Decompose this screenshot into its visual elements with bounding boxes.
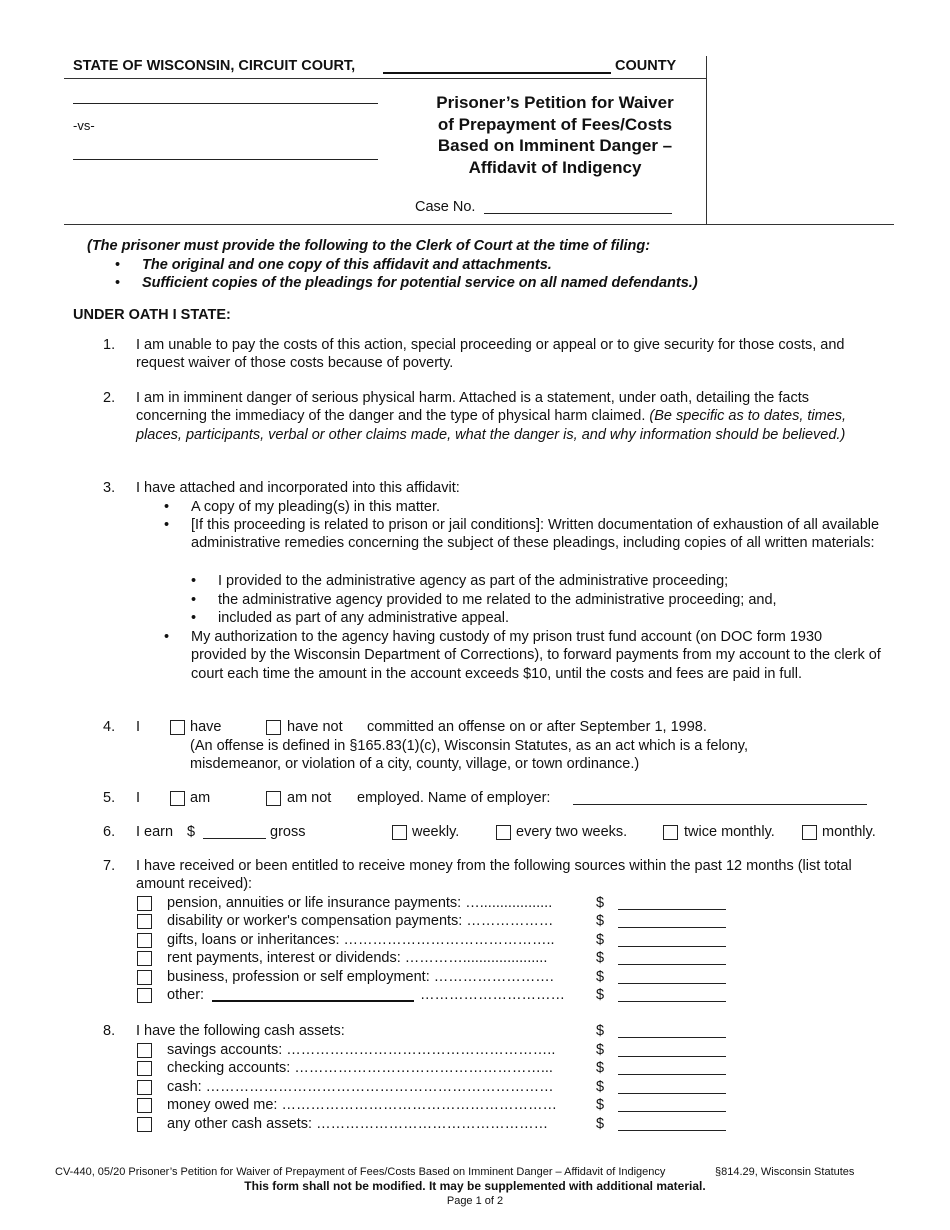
cash-asset-checkbox[interactable] <box>137 1043 152 1058</box>
income-source-label: gifts, loans or inheritances: …………………………………….. <box>167 931 555 948</box>
am-not-checkbox[interactable] <box>266 791 281 806</box>
every-two-weeks-label: every two weeks. <box>516 824 628 840</box>
currency-symbol: $ <box>596 931 605 948</box>
header-divider-bottom <box>64 224 894 225</box>
twice-monthly-checkbox[interactable] <box>663 825 678 840</box>
bullet-icon: • <box>191 610 197 626</box>
income-source-checkbox[interactable] <box>137 896 152 911</box>
income-source-amount-field[interactable] <box>618 933 726 947</box>
bullet-icon: • <box>164 499 170 515</box>
form-id: CV-440, 05/20 Prisoner’s Petition for Waiver of Prepayment of Fees/Costs Based on Imminent Danger – Affidavit of Indigency <box>55 1166 666 1178</box>
page-number: Page 1 of 2 <box>446 1195 504 1207</box>
item-2-guidance: (Be specific as to dates, times, places, participants, verbal or other claims made, what the danger is, and why information should be believed.) <box>136 408 847 443</box>
defendant-field[interactable] <box>73 144 378 160</box>
bullet-icon: • <box>164 517 170 533</box>
currency-symbol: $ <box>596 987 605 1003</box>
item-3-bullet: A copy of my pleading(s) in this matter. <box>191 499 441 515</box>
currency-symbol: $ <box>596 1023 605 1039</box>
monthly-checkbox[interactable] <box>802 825 817 840</box>
bullet-icon: • <box>164 629 170 645</box>
twice-monthly-label: twice monthly. <box>684 824 775 840</box>
item-2-statement: I am in imminent danger of serious physical harm. Attached is a statement, under oath, detailing the facts concerning the immediacy of the danger and the type of physical harm claimed. <box>136 390 809 425</box>
other-income-checkbox[interactable] <box>137 988 152 1003</box>
currency-symbol: $ <box>596 1060 605 1076</box>
item-5-prefix: I <box>136 790 141 806</box>
have-not-label: have not <box>287 719 343 735</box>
cash-asset-checkbox[interactable] <box>137 1098 152 1113</box>
cash-asset-amount-field[interactable] <box>618 1098 726 1112</box>
item-3-subbullet: included as part of any administrative appeal. <box>218 610 509 626</box>
cash-assets-total-field[interactable] <box>618 1024 726 1038</box>
currency-symbol: $ <box>596 950 605 966</box>
currency-symbol: $ <box>596 1115 605 1132</box>
item-number: 8. <box>103 1023 116 1039</box>
form-title <box>400 92 710 178</box>
item-2-text <box>136 389 881 444</box>
item-3-bullet: [If this proceeding is related to prison or jail conditions]: Written documentation of exhaustion of all available administrative remedies concerning the subject of these pleadings, including copies of all written materials: <box>191 517 880 552</box>
income-source-label: disability or worker's compensation payments: ……………… <box>167 913 554 929</box>
vs-label: -vs- <box>73 118 95 133</box>
item-4-text: committed an offense on or after September 1, 1998. <box>367 719 707 735</box>
oath-heading: UNDER OATH I STATE: <box>73 307 231 323</box>
other-income-leader-dots: ………………………… <box>420 987 565 1003</box>
item-3-subbullet: I provided to the administrative agency as part of the administrative proceeding; <box>218 573 729 589</box>
weekly-label: weekly. <box>412 824 460 840</box>
cash-asset-checkbox[interactable] <box>137 1061 152 1076</box>
have-label: have <box>190 719 222 735</box>
case-no-field[interactable] <box>484 198 672 214</box>
currency-symbol: $ <box>187 824 196 840</box>
am-not-label: am not <box>287 790 332 806</box>
cash-asset-amount-field[interactable] <box>618 1043 726 1057</box>
currency-symbol: $ <box>596 968 605 985</box>
am-label: am <box>190 790 211 806</box>
item-5-text: employed. Name of employer: <box>357 790 551 806</box>
weekly-checkbox[interactable] <box>392 825 407 840</box>
income-source-amount-field[interactable] <box>618 896 726 910</box>
other-income-amount-field[interactable] <box>618 988 726 1002</box>
income-source-amount-field[interactable] <box>618 951 726 965</box>
income-source-checkbox[interactable] <box>137 951 152 966</box>
have-checkbox[interactable] <box>170 720 185 735</box>
bullet-icon: • <box>115 257 121 273</box>
item-number: 3. <box>103 480 116 496</box>
income-source-label: business, profession or self employment: ……………………. <box>167 968 554 985</box>
item-3-text: I have attached and incorporated into this affidavit: <box>136 480 460 496</box>
have-not-checkbox[interactable] <box>266 720 281 735</box>
title-line: of Prepayment of Fees/Costs <box>437 114 673 134</box>
court-prefix: STATE OF WISCONSIN, CIRCUIT COURT, <box>73 58 356 74</box>
case-no-label: Case No. <box>415 199 476 215</box>
cash-asset-label: money owed me: ………………………………………………… <box>167 1097 557 1113</box>
item-3-bullet: My authorization to the agency having custody of my prison trust fund account (on DOC form 1930 provided by the Wisconsin Department of Corrections), to forward payments from my account to the clerk of court each time the amount in the account exceeds $10, until the costs and fees are paid in full. <box>191 629 881 682</box>
gross-label: gross <box>270 824 306 840</box>
cash-asset-amount-field[interactable] <box>618 1080 726 1094</box>
cash-asset-checkbox[interactable] <box>137 1080 152 1095</box>
item-4-prefix: I <box>136 719 141 735</box>
currency-symbol: $ <box>596 1041 605 1058</box>
cash-asset-label: checking accounts: ……………………………………………... <box>167 1060 553 1076</box>
employer-name-field[interactable] <box>573 790 867 805</box>
income-source-checkbox[interactable] <box>137 970 152 985</box>
item-number: 1. <box>103 337 116 353</box>
county-label: COUNTY <box>615 58 677 74</box>
item-number: 6. <box>103 824 116 840</box>
title-line: Based on Imminent Danger – <box>437 136 673 155</box>
statute-reference: §814.29, Wisconsin Statutes <box>715 1166 855 1178</box>
item-number: 2. <box>103 390 116 406</box>
cash-asset-label: any other cash assets: ………………………………………… <box>167 1115 549 1132</box>
item-number: 5. <box>103 790 116 806</box>
item-number: 4. <box>103 719 116 735</box>
item-7-text: I have received or been entitled to receive money from the following sources within the past 12 months (list total amount received): <box>136 858 852 893</box>
income-source-amount-field[interactable] <box>618 970 726 984</box>
item-6-prefix: I earn <box>136 824 174 840</box>
am-checkbox[interactable] <box>170 791 185 806</box>
other-income-label: other: <box>167 987 205 1003</box>
plaintiff-field[interactable] <box>73 88 378 104</box>
modification-notice: This form shall not be modified. It may be supplemented with additional material. <box>244 1179 706 1193</box>
item-3-subbullet: the administrative agency provided to me related to the administrative proceeding; and, <box>218 592 777 608</box>
bullet-icon: • <box>191 592 197 608</box>
currency-symbol: $ <box>596 913 605 929</box>
income-source-checkbox[interactable] <box>137 933 152 948</box>
currency-symbol: $ <box>596 894 605 911</box>
county-field[interactable] <box>383 58 611 74</box>
item-number: 7. <box>103 858 116 874</box>
other-income-source-field[interactable] <box>212 987 414 1002</box>
title-line: Prisoner’s Petition for Waiver <box>436 93 674 112</box>
item-1-text: I am unable to pay the costs of this action, special proceeding or appeal or to give security for those costs, and request waiver of those costs because of poverty. <box>136 337 845 372</box>
cash-asset-label: cash: ……………………………………………………………… <box>167 1078 554 1095</box>
income-source-checkbox[interactable] <box>137 914 152 929</box>
income-source-amount-field[interactable] <box>618 914 726 928</box>
bullet-icon: • <box>115 275 121 291</box>
earnings-amount-field[interactable] <box>203 824 266 839</box>
cash-asset-label: savings accounts: ……………………………………………….. <box>167 1041 556 1058</box>
monthly-label: monthly. <box>822 824 876 840</box>
item-8-text: I have the following cash assets: <box>136 1023 345 1039</box>
header-divider-top <box>64 78 707 79</box>
bullet-icon: • <box>191 573 197 589</box>
court-caption <box>73 57 355 75</box>
income-source-label: rent payments, interest or dividends: …………..................... <box>167 950 548 966</box>
cash-asset-checkbox[interactable] <box>137 1117 152 1132</box>
currency-symbol: $ <box>596 1097 605 1113</box>
instructions-intro: (The prisoner must provide the following to the Clerk of Court at the time of filing: <box>87 238 651 254</box>
item-4-note: (An offense is defined in §165.83(1)(c), Wisconsin Statutes, as an act which is a felony, misdemeanor, or violation of a city, county, village, or town ordinance.) <box>190 738 749 773</box>
income-source-label: pension, annuities or life insurance payments: ….................. <box>167 894 553 911</box>
every-two-weeks-checkbox[interactable] <box>496 825 511 840</box>
currency-symbol: $ <box>596 1078 605 1095</box>
title-line: Affidavit of Indigency <box>468 157 642 177</box>
instruction-bullet: Sufficient copies of the pleadings for potential service on all named defendants.) <box>142 275 698 291</box>
cash-asset-amount-field[interactable] <box>618 1061 726 1075</box>
instruction-bullet: The original and one copy of this affidavit and attachments. <box>142 257 552 273</box>
cash-asset-amount-field[interactable] <box>618 1117 726 1131</box>
